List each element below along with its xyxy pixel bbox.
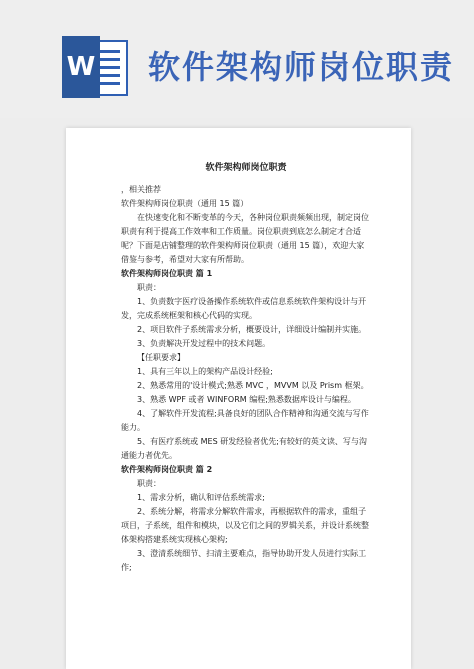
section-heading: 软件架构师岗位职责 篇 1 [121, 269, 213, 278]
word-badge: W [62, 36, 100, 98]
document-content [121, 161, 371, 575]
requirement-item: 1、具有三年以上的架构产品设计经验; [137, 367, 273, 376]
duty-item: 3、澄清系统细节、扫清主要难点，指导协助开发人员进行实际工作; [121, 549, 367, 572]
duty-item: 1、需求分析，确认和评估系统需求; [137, 493, 265, 502]
requirement-item: 5、有医疗系统或 MES 研发经验者优先;有较好的英文读、写与沟通能力者优先。 [121, 437, 367, 460]
duty-item: 2、项目软件子系统需求分析，概要设计，详细设计编制并实施。 [137, 325, 367, 334]
section-heading: 软件架构师岗位职责 篇 2 [121, 465, 213, 474]
header [0, 0, 474, 118]
duty-item: 2、系统分解，将需求分解软件需求，再根据软件的需求，重组子项目，子系统，组件和模块，以及它们之间的罗辑关系，并设计系统整体架构搭建系统实现核心架构; [121, 507, 369, 544]
duty-item: 3、负责解决开发过程中的技术问题。 [137, 339, 271, 348]
related-label: ，相关推荐 [121, 185, 161, 194]
duty-item: 1、负责数字医疗设备操作系统软件或信息系统软件架构设计与开发，完成系统框架和核心代码的实现。 [121, 297, 367, 320]
requirements-label: 【任职要求】 [137, 353, 185, 362]
document-title: 软件架构师岗位职责 [148, 48, 455, 86]
requirement-item: 2、熟悉常用的'设计模式;熟悉 MVC ，MVVM 以及 Prism 框架。 [137, 381, 369, 390]
related-subtitle: 软件架构师岗位职责（通用 15 篇） [121, 199, 249, 208]
duty-label: 职责： [137, 479, 161, 488]
requirement-item: 3、熟悉 WPF 或者 WINFORM 编程;熟悉数据库设计与编程。 [137, 395, 356, 404]
document-page [66, 128, 411, 669]
duty-label: 职责： [137, 283, 161, 292]
page-heading: 软件架构师岗位职责 [205, 163, 287, 173]
intro-paragraph: 在快速变化和不断变革的今天，各种岗位职责频频出现，制定岗位职责有利于提高工作效率和工作质量。岗位职责到底怎么制定才合适呢？下面是店铺整理的软件架构师岗位职责（通用 15 篇），欢迎大家借鉴与参考，希望对大家有所帮助。 [121, 213, 369, 264]
requirement-item: 4、了解软件开发流程;具备良好的团队合作精神和沟通交流与写作能力。 [121, 409, 369, 432]
word-doc-icon [62, 36, 130, 98]
